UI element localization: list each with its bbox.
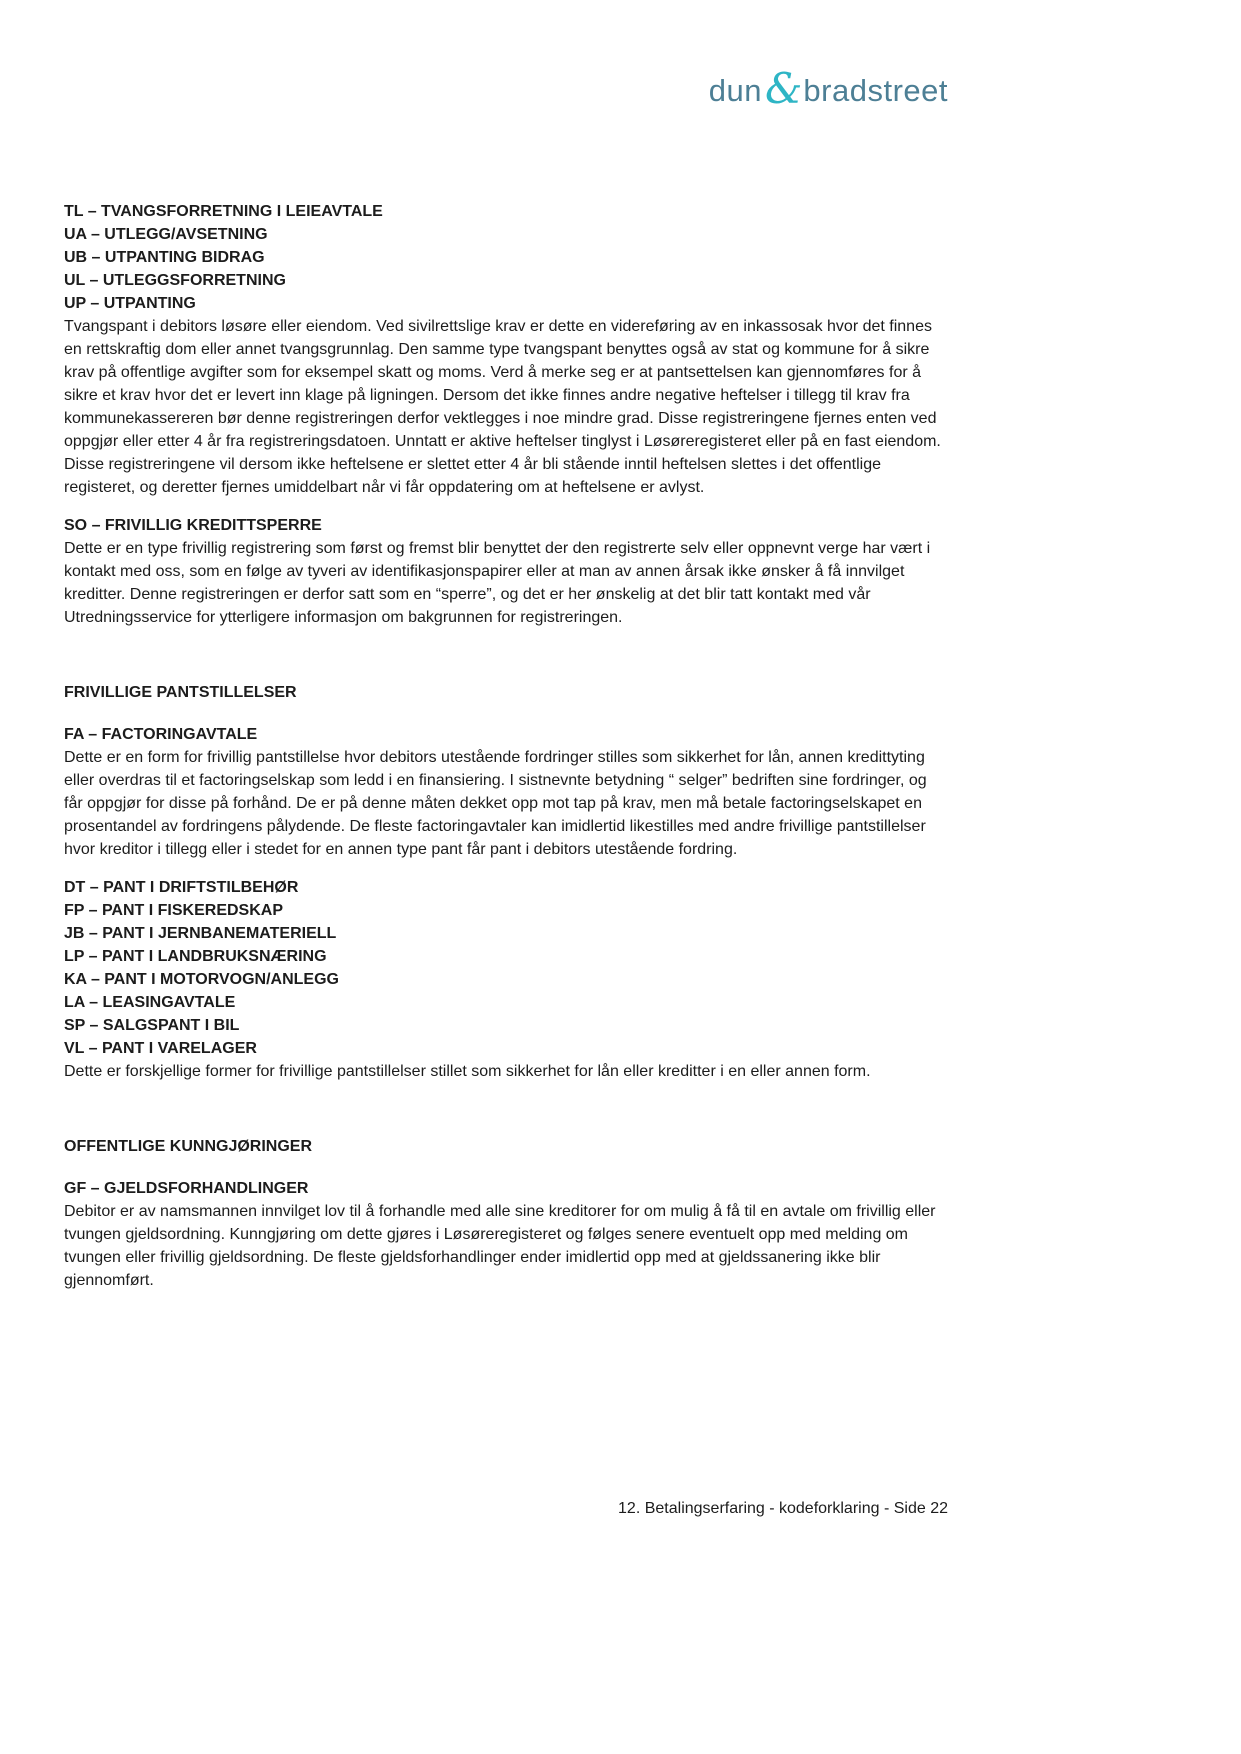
code-heading: KA – PANT I MOTORVOGN/ANLEGG: [64, 971, 339, 988]
code-block: [64, 1177, 948, 1292]
code-heading: LA – LEASINGAVTALE: [64, 994, 236, 1011]
dun-bradstreet-logo: [708, 64, 948, 113]
paragraph: Debitor er av namsmannen innvilget lov til å forhandle med alle sine kreditorer for om mulig å få til en avtale om frivillig eller tvungen gjeldsordning. Kunngjøring om dette gjøres i Løsøreregisteret og følges senere eventuelt opp med melding om tvungen eller frivillig gjeldsordning. De fleste gjeldsforhandlinger ender imidlertid opp med at gjeldssanering ikke blir gjennomført.: [64, 1203, 936, 1289]
section-title: OFFENTLIGE KUNNGJØRINGER: [64, 1138, 313, 1155]
paragraph: Dette er en form for frivillig pantstillelse hvor debitors utestående fordringer stilles som sikkerhet for lån, annen kredittyting eller overdras til et factoringselskap som ledd i en finansiering. I sistnevnte betydning “ selger” bedriften sine fordringer, og får oppgjør for disse på forhånd. De er på denne måten dekket opp mot tap på krav, men må betale factoringselskapet en prosentandel av fordringens pålydende. De fleste factoringavtaler kan imidlertid likestilles med andre frivillige pantstillelser hvor kreditor i tillegg eller i stedet for en annen type pant får pant i debitors utestående fordring.: [64, 749, 927, 858]
code-block: [64, 514, 948, 629]
paragraph: Dette er en type frivillig registrering som først og fremst blir benyttet der den registrerte selv eller oppnevnt verge har vært i kontakt med oss, som en følge av tyveri av identifikasjonspapirer eller at man av annen årsak ikke ønsker å få innvilget kreditter. Denne registreringen er derfor satt som en “sperre”, og det er her ønskelig at det blir tatt kontakt med vår Utredningsservice for ytterligere informasjon om bakgrunnen for registreringen.: [64, 540, 931, 626]
code-block: [64, 723, 948, 861]
code-heading: UA – UTLEGG/AVSETNING: [64, 226, 268, 243]
paragraph: Tvangspant i debitors løsøre eller eiendom. Ved sivilrettslige krav er dette en videreføring av en inkassosak hvor det finnes en rettskraftig dom eller annet tvangsgrunnlag. Den samme type tvangspant benyttes også av stat og kommune for å sikre krav på offentlige avgifter som for eksempel skatt og moms. Verd å merke seg er at pantsettelsen kan gjennomføres for å sikre et krav hvor det er levert inn klage på ligningen. Dersom det ikke finnes andre negative heftelser i tillegg til krav fra kommunekassereren bør denne registreringen derfor vektlegges i noe mindre grad. Disse registreringene fjernes enten ved oppgjør eller etter 4 år fra registreringsdatoen. Unntatt er aktive heftelser tinglyst i Løsøreregisteret eller på en fast eiendom. Disse registreringene vil dersom ikke heftelsene er slettet etter 4 år bli stående inntil heftelsen slettes i det offentlige registeret, og deretter fjernes umiddelbart når vi får oppdatering om at heftelsene er avlyst.: [64, 318, 941, 496]
code-block: [64, 200, 948, 499]
document-content: [64, 200, 948, 1307]
section-title: FRIVILLIGE PANTSTILLELSER: [64, 684, 297, 701]
code-heading: FA – FACTORINGAVTALE: [64, 726, 258, 743]
code-heading: LP – PANT I LANDBRUKSNÆRING: [64, 948, 327, 965]
code-heading: FP – PANT I FISKEREDSKAP: [64, 902, 283, 919]
code-heading: SP – SALGSPANT I BIL: [64, 1017, 240, 1034]
footer-text: 12. Betalingserfaring - kodeforklaring - Side 22: [618, 1500, 948, 1517]
code-heading: GF – GJELDSFORHANDLINGER: [64, 1180, 309, 1197]
code-heading: VL – PANT I VARELAGER: [64, 1040, 257, 1057]
logo-word-dun: dun: [708, 73, 763, 108]
logo-word-bradstreet: bradstreet: [803, 73, 948, 108]
code-heading: UP – UTPANTING: [64, 295, 196, 312]
ampersand-icon: &: [765, 64, 803, 113]
code-heading: TL – TVANGSFORRETNING I LEIEAVTALE: [64, 203, 383, 220]
code-heading: UL – UTLEGGSFORRETNING: [64, 272, 286, 289]
code-heading: SO – FRIVILLIG KREDITTSPERRE: [64, 517, 322, 534]
code-heading: UB – UTPANTING BIDRAG: [64, 249, 265, 266]
code-heading: JB – PANT I JERNBANEMATERIELL: [64, 925, 337, 942]
code-block: [64, 876, 948, 1083]
code-heading: DT – PANT I DRIFTSTILBEHØR: [64, 879, 299, 896]
page-footer: [618, 1497, 948, 1520]
paragraph: Dette er forskjellige former for frivillige pantstillelser stillet som sikkerhet for lån eller kreditter i en eller annen form.: [64, 1063, 871, 1080]
